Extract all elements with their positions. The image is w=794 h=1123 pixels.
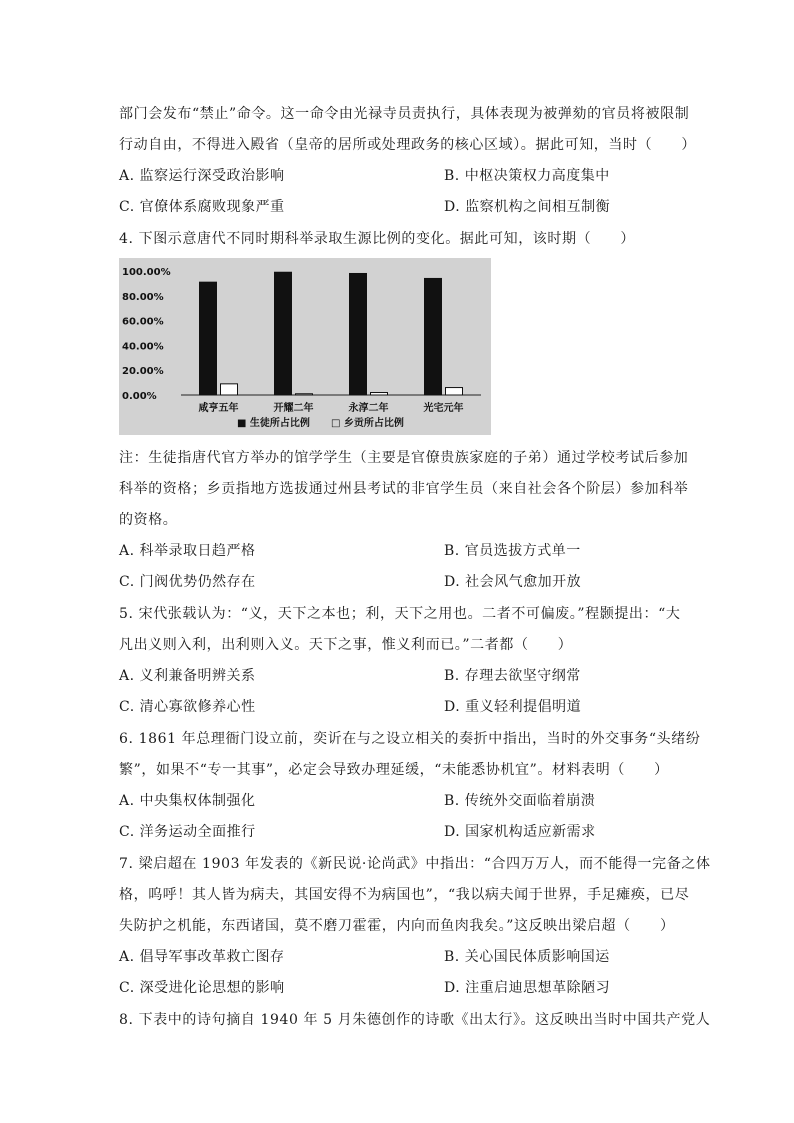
q5-option-a[interactable]: A. 义利兼备明辨关系 <box>119 668 256 684</box>
y-tick-label: 40.00% <box>122 341 164 353</box>
q3-option-c[interactable]: C. 官僚体系腐败现象严重 <box>119 199 285 215</box>
q4-note-line-3: 的资格。 <box>119 512 178 528</box>
q7-option-c[interactable]: C. 深受进化论思想的影响 <box>119 980 285 996</box>
q7-option-b[interactable]: B. 关心国民体质影响国运 <box>444 949 610 965</box>
q3-option-d[interactable]: D. 监察机构之间相互制衡 <box>444 199 611 215</box>
q3-stem-line-1: 部门会发布“禁止”命令。这一命令由光禄寺员责执行，具体表现为被弹劾的官员将被限制 <box>119 106 690 122</box>
q7-option-d[interactable]: D. 注重启迪思想革除陋习 <box>444 980 611 996</box>
q4-note-line-1: 注：生徒指唐代官方举办的馆学学生（主要是官僚贵族家庭的子弟）通过学校考试后参加 <box>119 450 689 466</box>
q6-stem-line-2: 繁”，如果不“专一其事”，必定会导致办理延缓，“未能悉协机宜”。材料表明（ ） <box>119 762 669 778</box>
bar-xianggong <box>446 388 463 395</box>
y-tick-label: 60.00% <box>122 316 164 328</box>
bar-shengtu <box>200 282 217 395</box>
q5-stem-line-1: 5. 宋代张载认为：“义，天下之本也；利，天下之用也。二者不可偏废。”程颢提出：“大 <box>119 606 681 622</box>
q7-option-a[interactable]: A. 倡导军事改革救亡图存 <box>119 949 285 965</box>
bar-shengtu <box>425 278 442 395</box>
q4-note-line-2: 科举的资格；乡贡指地方选拔通过州县考试的非官学生员（来自社会各个阶层）参加科举 <box>119 481 689 497</box>
bar-shengtu <box>350 273 367 395</box>
q6-option-a[interactable]: A. 中央集权体制强化 <box>119 793 256 809</box>
x-tick-label: 光宅元年 <box>423 403 464 414</box>
bar-xianggong <box>371 393 388 395</box>
q4-stem: 4. 下图示意唐代不同时期科举录取生源比例的变化。据此可知，该时期（ ） <box>119 231 636 247</box>
q3-option-b[interactable]: B. 中枢决策权力高度集中 <box>444 168 610 184</box>
q6-option-c[interactable]: C. 洋务运动全面推行 <box>119 824 256 840</box>
x-tick-label: 咸亨五年 <box>198 403 239 414</box>
y-tick-label: 20.00% <box>122 366 164 378</box>
y-tick-label: 80.00% <box>122 291 164 303</box>
q5-stem-line-2: 凡出义则入利，出利则入义。天下之事，惟义利而已。”二者都（ ） <box>119 637 573 653</box>
q5-option-d[interactable]: D. 重义轻利提倡明道 <box>444 699 582 715</box>
chart-canvas <box>119 258 491 435</box>
q6-option-b[interactable]: B. 传统外交面临着崩溃 <box>444 793 596 809</box>
q6-stem-line-1: 6. 1861 年总理衙门设立前，奕䜣在与之设立相关的奏折中指出，当时的外交事务“头绪纷 <box>119 731 701 747</box>
q4-option-c[interactable]: C. 门阀优势仍然存在 <box>119 574 256 590</box>
bar-xianggong <box>221 384 238 395</box>
q4-option-d[interactable]: D. 社会风气愈加开放 <box>444 574 582 590</box>
q6-option-d[interactable]: D. 国家机构适应新需求 <box>444 824 596 840</box>
keju-ratio-chart <box>119 258 491 435</box>
q3-stem-line-2: 行动自由，不得进入殿省（皇帝的居所或处理政务的核心区域）。据此可知，当时（ ） <box>119 137 696 153</box>
q5-option-b[interactable]: B. 存理去欲坚守纲常 <box>444 668 581 684</box>
q4-option-a[interactable]: A. 科举录取日趋严格 <box>119 543 256 559</box>
legend-shengtu: ■ 生徒所占比例 <box>237 418 310 429</box>
q3-option-a[interactable]: A. 监察运行深受政治影响 <box>119 168 285 184</box>
q7-stem-line-2: 格，呜呼！其人皆为病夫，其国安得不为病国也”，“我以病夫闻于世界，手足瘫痪，已尽 <box>119 887 690 903</box>
q7-stem-line-1: 7. 梁启超在 1903 年发表的《新民说·论尚武》中指出：“合四万万人，而不能得一完备之体 <box>119 856 711 872</box>
q5-option-c[interactable]: C. 清心寡欲修养心性 <box>119 699 256 715</box>
bar-shengtu <box>275 272 292 395</box>
q8-stem-line-1: 8. 下表中的诗句摘自 1940 年 5 月朱德创作的诗歌《出太行》。这反映出当时中国共产党人 <box>119 1012 711 1028</box>
y-tick-label: 0.00% <box>122 391 157 402</box>
x-tick-label: 永淳二年 <box>348 403 389 414</box>
x-tick-label: 开耀二年 <box>273 403 314 414</box>
q7-stem-line-3: 失防护之机能，东西诸国，莫不磨刀霍霍，内向而鱼肉我矣。”这反映出梁启超（ ） <box>119 918 675 934</box>
legend-xianggong: □ 乡贡所占比例 <box>331 418 404 429</box>
y-tick-label: 100.00% <box>122 267 171 278</box>
q4-option-b[interactable]: B. 官员选拔方式单一 <box>444 543 581 559</box>
bar-xianggong <box>296 394 313 395</box>
